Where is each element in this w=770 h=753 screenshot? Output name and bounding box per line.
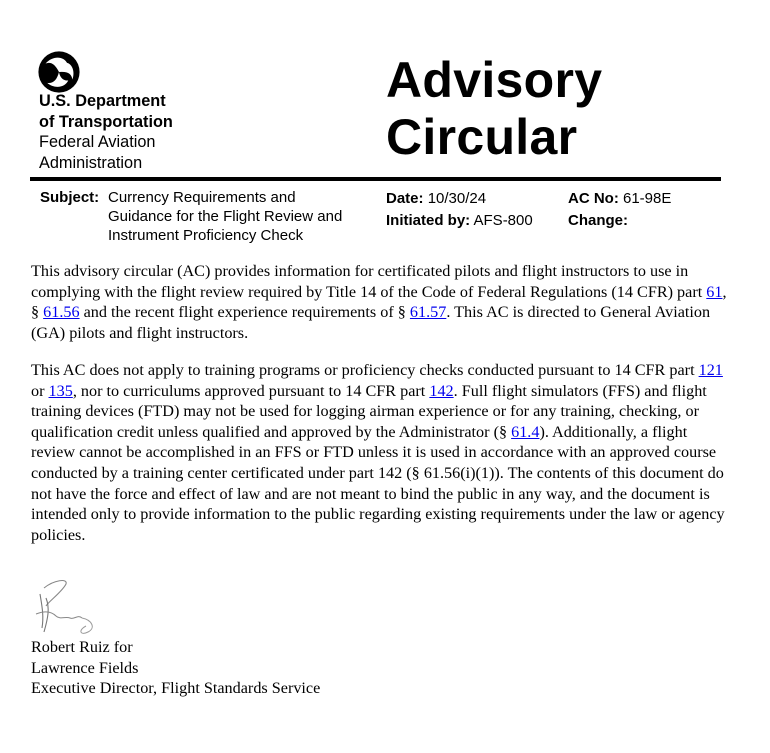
acno-block — [568, 188, 671, 232]
date-label: Date: — [386, 190, 424, 207]
initiated-label: Initiated by: — [386, 212, 471, 229]
signature-image — [30, 576, 102, 638]
dot-logo-icon — [38, 51, 80, 93]
date-value: 10/30/24 — [427, 190, 487, 207]
acno-row — [568, 188, 671, 210]
link-part-142[interactable]: 142 — [429, 381, 454, 400]
signer-block — [31, 637, 320, 699]
para2-text-2: or — [31, 381, 49, 400]
agency-line-4: Administration — [39, 153, 143, 172]
para2-text-4: . Full flight simulators (FFS) and flight training devices (FTD) may not be used for logging airman experience or for any training, checking, or qualification credit unless qualified and approved by the Administrator (§ — [31, 381, 707, 441]
para1-text-4: . This AC is directed to General Aviation (GA) pilots and flight instructors. — [31, 303, 711, 342]
subject-label: Subject: — [40, 189, 100, 206]
agency-line-1: U.S. Department — [39, 92, 166, 110]
initiated-row — [386, 210, 533, 232]
agency-line-3: Federal Aviation — [39, 133, 156, 151]
title-line-2: Circular — [386, 109, 578, 165]
para1-text-2: , § — [31, 282, 727, 322]
link-61-56[interactable]: 61.56 — [43, 303, 80, 322]
subject-line-2: Guidance for the Flight Review and — [108, 208, 343, 225]
signer-line-1: Robert Ruiz for — [31, 638, 133, 656]
para1-text-1: This advisory circular (AC) provides information for certificated pilots and flight instructors to use in complying with the flight review required by Title 14 of the Code of Federal Regulations (14 CFR) part — [31, 262, 707, 301]
agency-line-2: of Transportation — [39, 112, 173, 131]
subject-line-1: Currency Requirements and — [108, 189, 296, 206]
signer-title: Executive Director, Flight Standards Service — [31, 679, 321, 697]
signer-line-2: Lawrence Fields — [31, 658, 139, 677]
acno-label: AC No: — [568, 190, 619, 207]
acno-value: 61-98E — [623, 190, 672, 207]
para2-text-3: , nor to curriculums approved pursuant to 14 CFR part — [72, 381, 430, 400]
document-title — [386, 52, 602, 166]
subject-text — [108, 188, 373, 245]
intro-paragraph — [31, 261, 731, 343]
applicability-paragraph — [31, 360, 731, 545]
change-row — [568, 210, 671, 232]
link-part-61[interactable]: 61 — [706, 282, 723, 301]
title-line-1: Advisory — [386, 52, 603, 108]
subject-line-3: Instrument Proficiency Check — [108, 227, 304, 244]
agency-name — [39, 91, 173, 173]
para2-text-1: This AC does not apply to training programs or proficiency checks conducted pursuant to 14 CFR part — [31, 361, 699, 379]
para2-text-5: ). Additionally, a flight review cannot be accomplished in an FFS or FTD unless it is used in accordance with an approved course conducted by a training center certificated under part 142 (§ 61.56(i)(1)). The contents of this document do not have the force and effect of law and are not meant to bind the public in any way, and the document is intended only to provide information to the public regarding existing requirements under the law or agency policies. — [31, 422, 725, 544]
date-row — [386, 188, 533, 210]
link-part-121[interactable]: 121 — [698, 361, 723, 379]
date-block — [386, 188, 533, 232]
initiated-value: AFS-800 — [473, 212, 533, 229]
link-61-57[interactable]: 61.57 — [409, 303, 447, 322]
link-61-4[interactable]: 61.4 — [511, 422, 540, 441]
change-label: Change: — [568, 212, 628, 229]
para1-text-3: and the recent flight experience requirements of § — [79, 303, 410, 322]
link-part-135[interactable]: 135 — [48, 381, 73, 400]
header-rule — [30, 177, 721, 181]
